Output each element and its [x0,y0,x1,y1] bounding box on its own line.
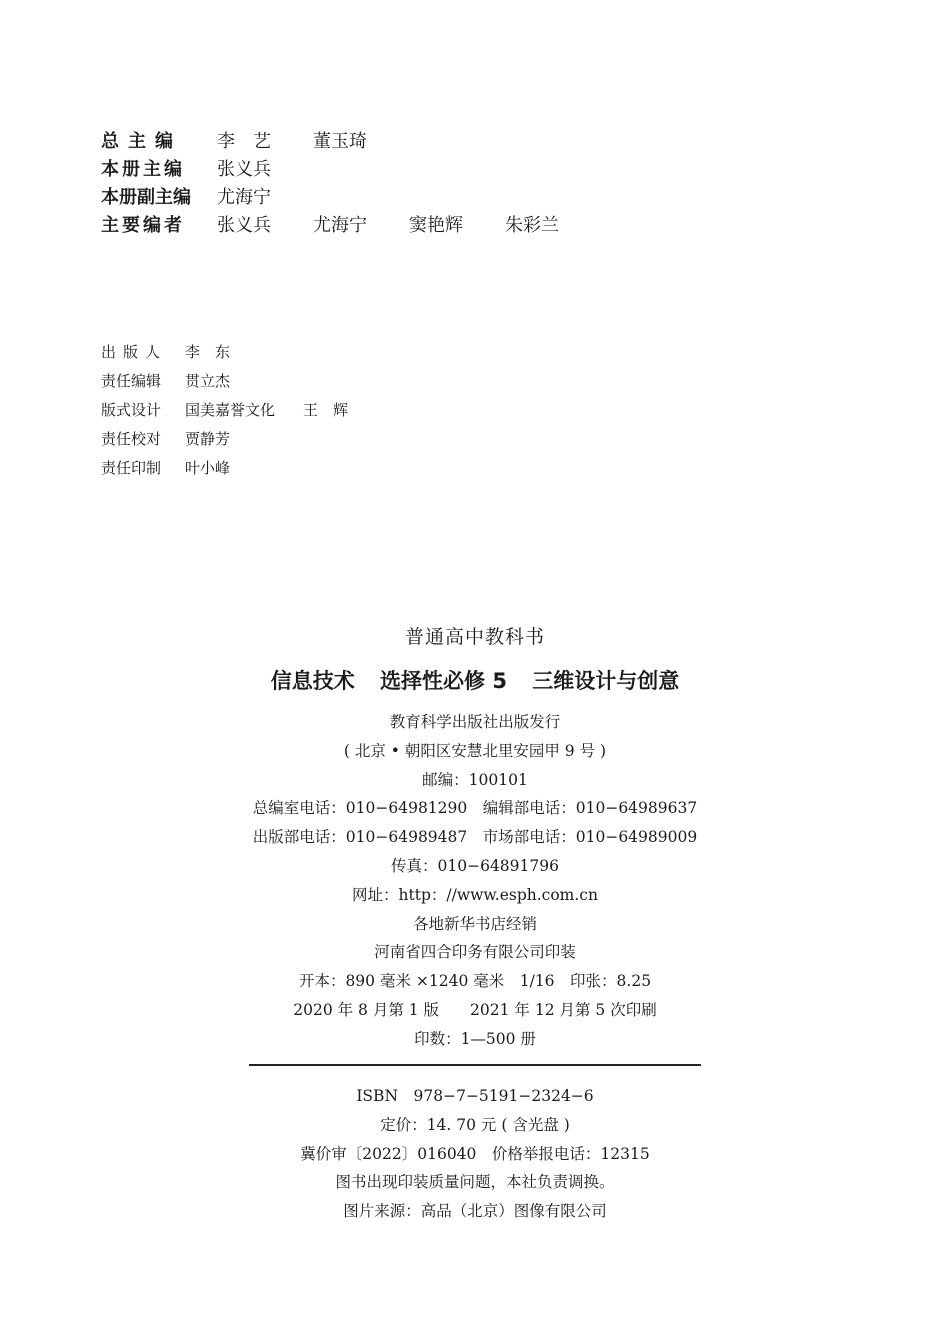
isbn-line: ISBN 978−7−5191−2324−6 [356,1087,594,1105]
postcode-line: 邮编：100101 [422,770,528,789]
series-name: 普通高中教科书 [404,626,545,648]
fax-line: 传真：010−64891796 [391,856,559,875]
editor-name: 尤海宁 [217,187,271,208]
divider-rule [249,1064,701,1066]
staff-name: 王 辉 [303,401,349,419]
book-title-module: 选择性必修 5 [380,669,507,693]
editor-name: 董玉琦 [313,131,367,152]
editor-label: 主要编者 [101,215,185,236]
editor-label: 本册副主编 [101,187,191,208]
editor-name: 张义兵 [217,215,271,236]
book-title [0,665,950,695]
staff-name: 叶小峰 [185,459,231,477]
editor-label: 本册主编 [101,159,185,180]
price-line: 定价：14. 70 元 ( 含光盘 ) [380,1115,570,1134]
book-title-subject: 信息技术 [270,669,355,693]
price-approval-line: 冀价审〔2022〕016040 价格举报电话：12315 [300,1144,650,1163]
editor-name: 窦艳辉 [409,215,463,236]
website-line: 网址：http：//www.esph.com.cn [352,885,598,904]
staff-name: 国美嘉誉文化 [185,401,276,419]
staff-label: 责任编辑 [101,372,162,390]
phone-line: 总编室电话：010−64981290 编辑部电话：010−64989637 [252,799,698,818]
print-run-line: 印数：1—500 册 [414,1029,536,1048]
printer-line: 河南省四合印务有限公司印装 [374,943,576,962]
publisher-info [0,708,950,1054]
edition-line: 2020 年 8 月第 1 版 2021 年 12 月第 5 次印刷 [293,1000,657,1019]
publisher-line: 教育科学出版社出版发行 [389,713,561,731]
pricing-info [0,1082,950,1226]
editor-name: 尤海宁 [313,215,367,236]
address-line: ( 北京 • 朝阳区安慧北里安园甲 9 号 ) [343,741,607,760]
editor-name: 朱彩兰 [505,215,559,236]
image-source-line: 图片来源：高品（北京）图像有限公司 [343,1202,607,1221]
staff-label: 版式设计 [101,401,162,419]
phone-line: 出版部电话：010−64989487 市场部电话：010−64989009 [252,828,698,847]
quality-notice-line: 图书出现印装质量问题，本社负责调换。 [335,1173,615,1192]
staff-name: 贾静芳 [185,430,231,448]
format-line: 开本：890 毫米 ×1240 毫米 1/16 印张：8.25 [298,972,652,991]
editor-label: 总主编 [101,131,182,152]
distributor-line: 各地新华书店经销 [412,914,537,933]
staff-label: 出版人 [101,343,168,361]
staff-name: 贯立杰 [185,372,231,390]
staff-label: 责任校对 [101,430,162,448]
book-title-topic: 三维设计与创意 [532,669,680,693]
staff-name: 李 东 [185,343,231,361]
staff-label: 责任印制 [101,459,162,477]
editor-name: 李 艺 [217,131,271,152]
editor-name: 张义兵 [217,159,271,180]
